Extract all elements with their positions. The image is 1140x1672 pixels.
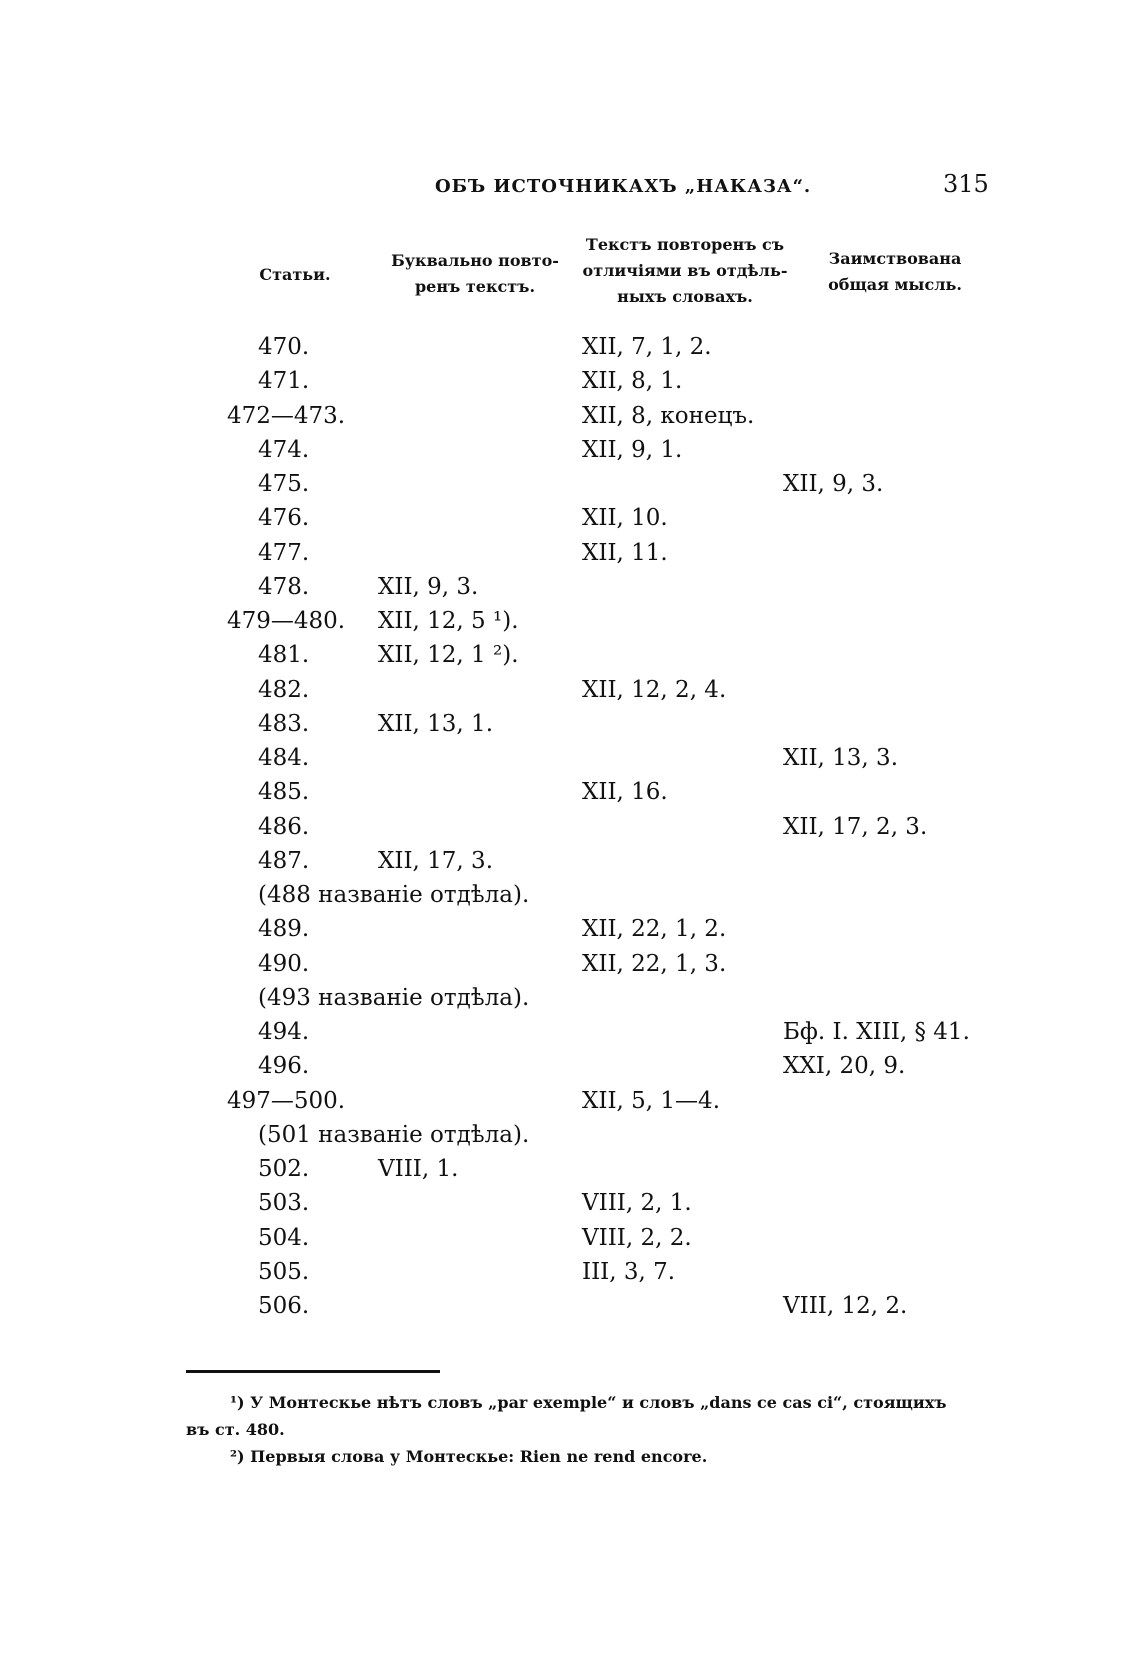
literal-reference: XII, 17, 3. — [378, 847, 493, 874]
table-row — [0, 1255, 1140, 1289]
article-number: 475. — [258, 471, 310, 497]
column-header-general: Заимствована общая мысль. — [828, 249, 962, 294]
general-reference: XII, 9, 3. — [783, 471, 884, 497]
table-row — [0, 981, 1140, 1015]
article-number: 505. — [258, 1258, 310, 1285]
general-reference: XII, 17, 2, 3. — [783, 813, 928, 840]
footnote-1-continuation: въ ст. 480. — [186, 1420, 285, 1439]
table-row — [0, 1084, 1140, 1118]
table-row — [0, 741, 1140, 775]
table-row — [0, 467, 1140, 501]
table-row — [0, 673, 1140, 707]
article-number: 479—480. — [227, 608, 346, 634]
modified-reference: XII, 22, 1, 2. — [582, 916, 727, 943]
modified-reference: VIII, 2, 2. — [582, 1224, 692, 1251]
article-number: 494. — [258, 1019, 310, 1045]
article-number: 506. — [258, 1293, 310, 1319]
modified-reference: XII, 5, 1—4. — [582, 1087, 720, 1114]
article-number: 487. — [258, 847, 310, 874]
table-row — [0, 1221, 1140, 1255]
modified-reference: XII, 16. — [582, 779, 668, 806]
page-number: 315 — [943, 170, 989, 198]
article-number: 502. — [258, 1156, 310, 1182]
table-row — [0, 912, 1140, 946]
table-row — [0, 604, 1140, 638]
column-header-article: Статьи. — [259, 265, 331, 284]
table-row — [0, 1186, 1140, 1220]
literal-reference: XII, 12, 1 ²). — [378, 642, 519, 669]
table-row — [0, 878, 1140, 912]
modified-reference: VIII, 2, 1. — [582, 1190, 692, 1217]
column-header-modified: Текстъ повторенъ съ отличiями въ отдѣль- ныхъ словахъ. — [582, 235, 788, 306]
table-row — [0, 707, 1140, 741]
table-row — [0, 1049, 1140, 1083]
table-row — [0, 1289, 1140, 1323]
table-row — [0, 638, 1140, 672]
modified-reference: III, 3, 7. — [582, 1258, 676, 1285]
table-row — [0, 330, 1140, 364]
modified-reference: XII, 11. — [582, 539, 668, 566]
table-row — [0, 1015, 1140, 1049]
sources-table — [0, 330, 1140, 1323]
section-title: (488 названiе отдѣла). — [258, 882, 530, 908]
modified-reference: XII, 12, 2, 4. — [582, 676, 727, 703]
article-number: 484. — [258, 745, 310, 771]
article-number: 489. — [258, 916, 310, 943]
section-title: (501 названiе отдѣла). — [258, 1121, 530, 1148]
literal-reference: XII, 12, 5 ¹). — [378, 608, 519, 634]
literal-reference: VIII, 1. — [378, 1156, 459, 1182]
footnote-1: ¹) У Монтескье нѣтъ словъ „par exemple“ и словъ „dans ce cas ci“, стоящихъ — [230, 1393, 947, 1412]
article-number: 486. — [258, 813, 310, 840]
modified-reference: XII, 10. — [582, 505, 668, 532]
article-number: 483. — [258, 710, 310, 737]
article-number: 490. — [258, 950, 310, 977]
table-row — [0, 501, 1140, 535]
article-number: 472—473. — [227, 402, 346, 429]
article-number: 481. — [258, 642, 310, 669]
table-row — [0, 947, 1140, 981]
modified-reference: XII, 22, 1, 3. — [582, 950, 727, 977]
article-number: 474. — [258, 436, 310, 463]
modified-reference: XII, 8, 1. — [582, 368, 683, 395]
article-number: 477. — [258, 539, 310, 566]
running-head — [0, 170, 1140, 210]
article-number: 485. — [258, 779, 310, 806]
table-row — [0, 1152, 1140, 1186]
literal-reference: XII, 9, 3. — [378, 573, 479, 600]
column-headers — [0, 232, 1140, 322]
table-row — [0, 399, 1140, 433]
table-row — [0, 433, 1140, 467]
literal-reference: XII, 13, 1. — [378, 710, 493, 737]
article-number: 482. — [258, 676, 310, 703]
section-title: (493 названiе отдѣла). — [258, 984, 530, 1011]
general-reference: VIII, 12, 2. — [783, 1293, 908, 1319]
modified-reference: XII, 7, 1, 2. — [582, 334, 712, 360]
article-number: 470. — [258, 334, 310, 360]
article-number: 496. — [258, 1053, 310, 1080]
article-number: 478. — [258, 573, 310, 600]
table-row — [0, 844, 1140, 878]
general-reference: XXI, 20, 9. — [783, 1053, 906, 1080]
article-number: 476. — [258, 505, 310, 532]
column-header-literal: Буквально повто- ренъ текстъ. — [391, 251, 559, 296]
table-row — [0, 570, 1140, 604]
table-row — [0, 1118, 1140, 1152]
table-row — [0, 536, 1140, 570]
article-number: 504. — [258, 1224, 310, 1251]
table-row — [0, 364, 1140, 398]
running-title: ОБЪ ИСТОЧНИКАХЪ „НАКАЗА“. — [435, 176, 812, 197]
modified-reference: XII, 9, 1. — [582, 436, 683, 463]
table-row — [0, 810, 1140, 844]
footnote-divider — [186, 1370, 440, 1373]
general-reference: XII, 13, 3. — [783, 745, 898, 771]
general-reference: Бф. I. XIII, § 41. — [783, 1019, 970, 1045]
table-row — [0, 775, 1140, 809]
article-number: 503. — [258, 1190, 310, 1217]
article-number: 497—500. — [227, 1087, 346, 1114]
modified-reference: XII, 8, конецъ. — [582, 402, 755, 429]
article-number: 471. — [258, 368, 310, 395]
footnote-2: ²) Первыя слова у Монтескье: Rien ne rend encore. — [230, 1447, 708, 1466]
